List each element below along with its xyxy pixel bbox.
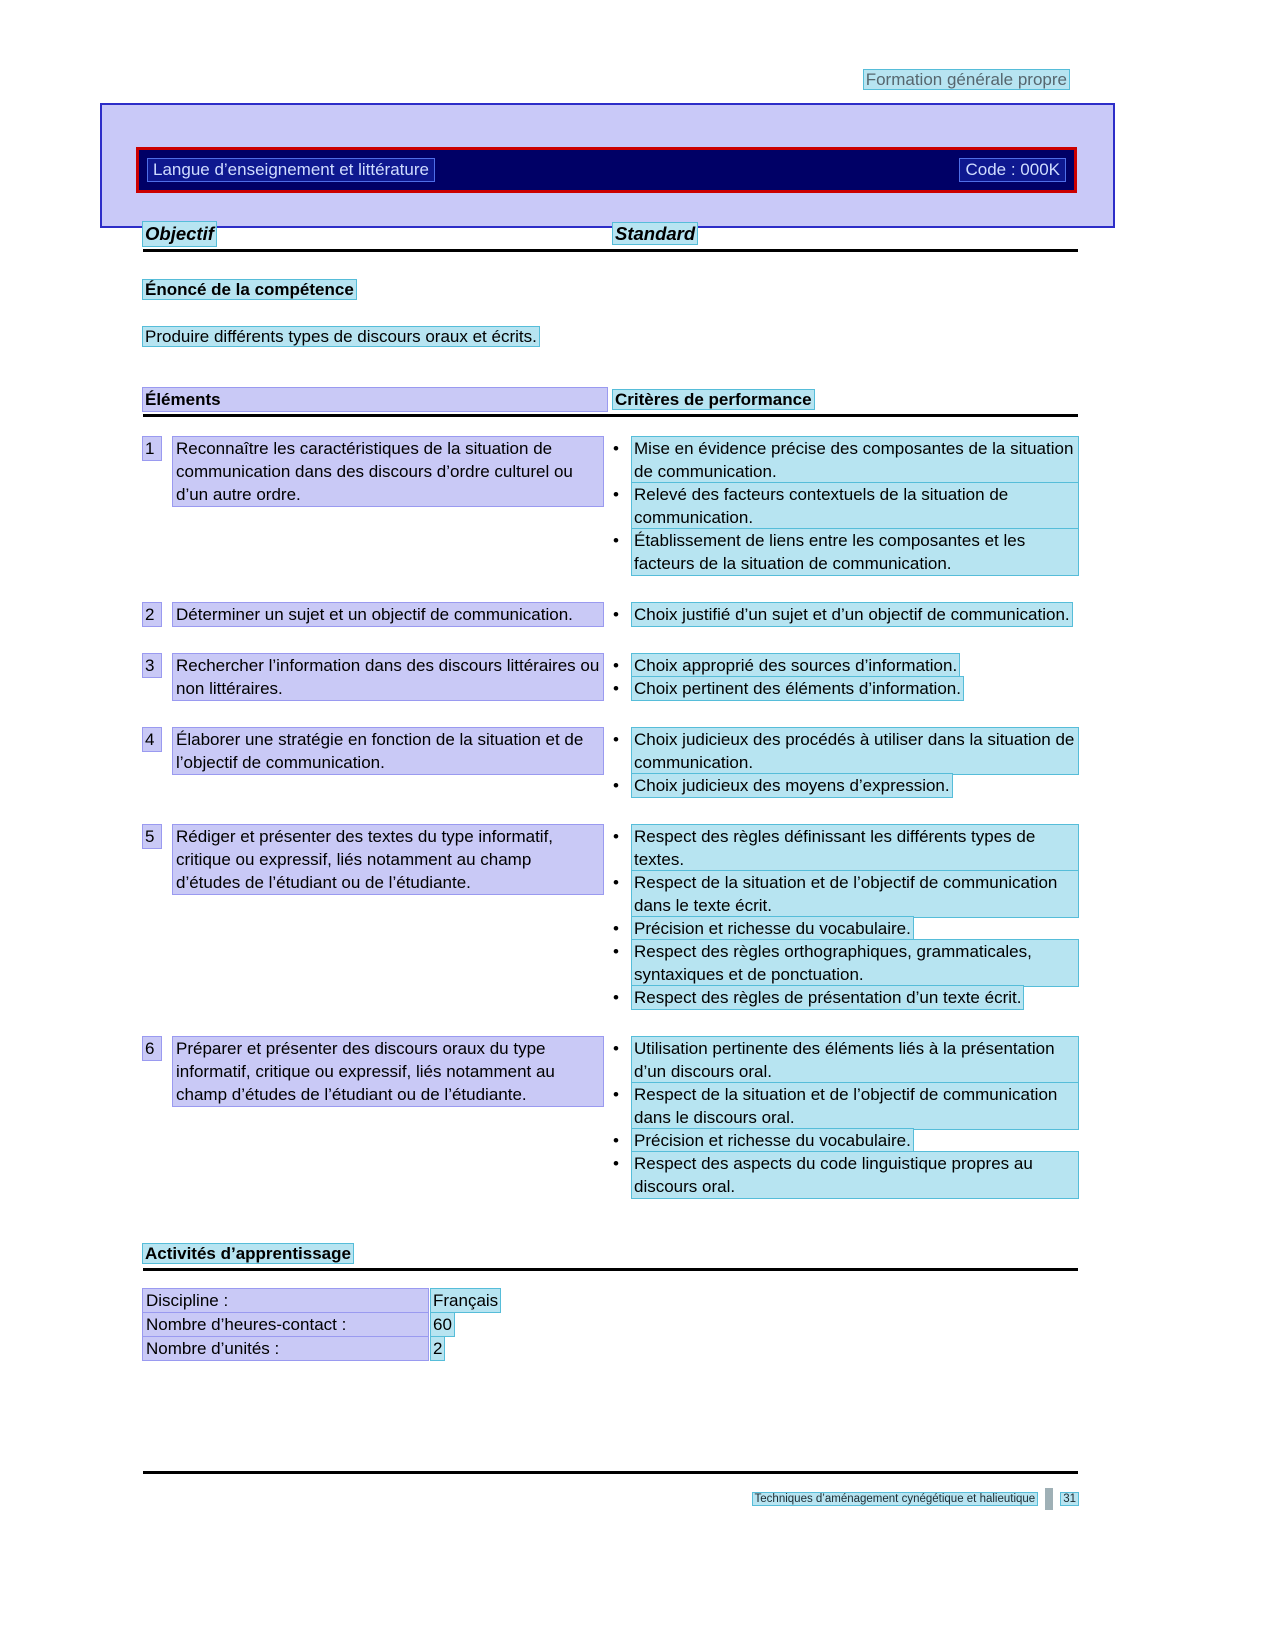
bullet-icon: • [613,776,619,795]
table-row [143,1037,1078,1198]
criterion-item [613,654,1078,677]
bullet-icon: • [613,919,619,938]
standard-column-head [613,222,1078,246]
element-cell [143,728,613,797]
element-cell [143,437,613,575]
field-label: Nombre d’heures-contact : [143,1313,428,1336]
element-number: 3 [143,654,161,677]
criterion-text: Établissement de liens entre les composantes et les facteurs de la situation de communication. [632,529,1078,575]
criterion-text: Utilisation pertinente des éléments liés à la présentation d’un discours oral. [632,1037,1078,1083]
bullet-icon: • [613,1085,619,1104]
table-row [143,437,1078,575]
criterion-text: Mise en évidence précise des composantes de la situation de communication. [632,437,1078,483]
corner-label-text: Formation générale propre [865,70,1067,89]
field-value: 2 [433,1339,443,1358]
bullet-icon: • [613,1131,619,1150]
bullet-icon: • [613,1039,619,1058]
footer-divider [143,1471,1078,1474]
divider [143,249,1078,252]
field-label: Discipline : [143,1289,428,1312]
criterion-item [613,1037,1078,1083]
element-text: Déterminer un sujet et un objectif de communication. [173,603,603,626]
standard-heading: Standard [615,223,696,244]
element-cell [143,603,613,626]
element-cell [143,1037,613,1198]
objectif-column-head [143,222,613,246]
criterion-item [613,986,1078,1009]
divider [143,414,1078,417]
field-value: Français [433,1291,499,1310]
field-row-unites [143,1337,1078,1360]
bullet-icon: • [613,679,619,698]
criterion-text: Précision et richesse du vocabulaire. [634,1131,911,1150]
bullet-icon: • [613,873,619,892]
criteria-header-cell [613,388,1078,411]
criteria-list [613,437,1078,575]
activities-heading: Activités d’apprentissage [145,1244,351,1263]
activities-fields [143,1289,1078,1360]
criterion-text: Respect de la situation et de l’objectif de communication dans le discours oral. [632,1083,1078,1129]
element-number: 6 [143,1037,161,1060]
element-number: 1 [143,437,161,460]
field-label: Nombre d’unités : [143,1337,428,1360]
criterion-item [613,728,1078,774]
element-text: Rédiger et présenter des textes du type informatif, critique ou expressif, liés notamment au champ d’études de l’étudiant ou de l’étudiante. [173,825,603,894]
competence-statement-row [143,325,1078,348]
criterion-text: Respect des règles de présentation d’un texte écrit. [634,988,1022,1007]
criteria-list [613,603,1078,626]
criterion-item [613,917,1078,940]
field-row-discipline [143,1289,1078,1312]
divider [143,1268,1078,1271]
element-text: Préparer et présenter des discours oraux du type informatif, critique ou expressif, liés notamment au champ d’études de l’étudiant ou de l’étudiante. [173,1037,603,1106]
criterion-text: Respect des aspects du code linguistique propres au discours oral. [632,1152,1078,1198]
criterion-text: Relevé des facteurs contextuels de la situation de communication. [632,483,1078,529]
bullet-icon: • [613,656,619,675]
criterion-item [613,1129,1078,1152]
table-row [143,603,1078,626]
criterion-text: Précision et richesse du vocabulaire. [634,919,911,938]
element-number: 2 [143,603,161,626]
bullet-icon: • [613,531,619,550]
element-text: Reconnaître les caractéristiques de la situation de communication dans des discours d’ordre culturel ou d’un autre ordre. [173,437,603,506]
elements-header: Éléments [143,388,607,411]
table-row [143,654,1078,700]
element-cell [143,825,613,1009]
table-row [143,728,1078,797]
objectif-heading: Objectif [145,223,214,244]
bullet-icon: • [613,730,619,749]
criterion-text: Choix judicieux des moyens d’expression. [634,776,950,795]
field-row-heures-contact [143,1313,1078,1336]
activities-heading-row [143,1242,1078,1265]
criteria-list [613,654,1078,700]
criterion-text: Respect des règles définissant les différents types de textes. [632,825,1078,871]
element-cell [143,654,613,700]
field-value: 60 [433,1315,452,1334]
criteria-list [613,1037,1078,1198]
course-code: Code : 000K [959,158,1066,182]
element-number: 4 [143,728,161,751]
footer-line [143,1488,1078,1510]
criteria-list [613,728,1078,797]
bullet-icon: • [613,605,619,624]
table-row [143,825,1078,1009]
objectif-standard-header [143,222,1078,246]
criterion-item [613,437,1078,483]
criterion-item [613,871,1078,917]
criterion-text: Choix judicieux des procédés à utiliser dans la situation de communication. [632,728,1078,774]
bullet-icon: • [613,485,619,504]
criteria-list [613,825,1078,1009]
page-footer [143,1468,1078,1510]
document-body [143,222,1078,1361]
competence-heading: Énoncé de la compétence [145,280,354,299]
criterion-text: Choix approprié des sources d’information. [634,656,958,675]
footer-separator-bar [1045,1488,1053,1510]
bullet-icon: • [613,988,619,1007]
criterion-item [613,1152,1078,1198]
footer-program-name: Techniques d’aménagement cynégétique et halieutique [754,1493,1036,1505]
criterion-item [613,677,1078,700]
criterion-text: Choix justifié d’un sujet et d’un objectif de communication. [634,605,1070,624]
criterion-item [613,940,1078,986]
criteria-header: Critères de performance [615,390,812,409]
criterion-item [613,603,1078,626]
elements-header-cell [143,388,613,411]
criterion-item [613,529,1078,575]
competence-statement: Produire différents types de discours oraux et écrits. [145,327,537,346]
bullet-icon: • [613,942,619,961]
footer-page-number: 31 [1063,1493,1076,1505]
corner-label [864,70,1069,90]
competence-heading-row [143,278,1078,301]
table-header-row [143,388,1078,411]
element-text: Rechercher l’information dans des discours littéraires ou non littéraires. [173,654,603,700]
criterion-item [613,825,1078,871]
criterion-item [613,483,1078,529]
criterion-text: Respect de la situation et de l’objectif de communication dans le texte écrit. [632,871,1078,917]
criterion-text: Choix pertinent des éléments d’information. [634,679,961,698]
bullet-icon: • [613,1154,619,1173]
course-title-bar [136,147,1077,193]
criterion-item [613,1083,1078,1129]
bullet-icon: • [613,439,619,458]
element-text: Élaborer une stratégie en fonction de la situation et de l’objectif de communication. [173,728,603,774]
element-number: 5 [143,825,161,848]
bullet-icon: • [613,827,619,846]
course-title: Langue d’enseignement et littérature [147,158,435,182]
criterion-text: Respect des règles orthographiques, grammaticales, syntaxiques et de ponctuation. [632,940,1078,986]
competency-table [143,437,1078,1198]
header-banner [100,103,1115,228]
criterion-item [613,774,1078,797]
